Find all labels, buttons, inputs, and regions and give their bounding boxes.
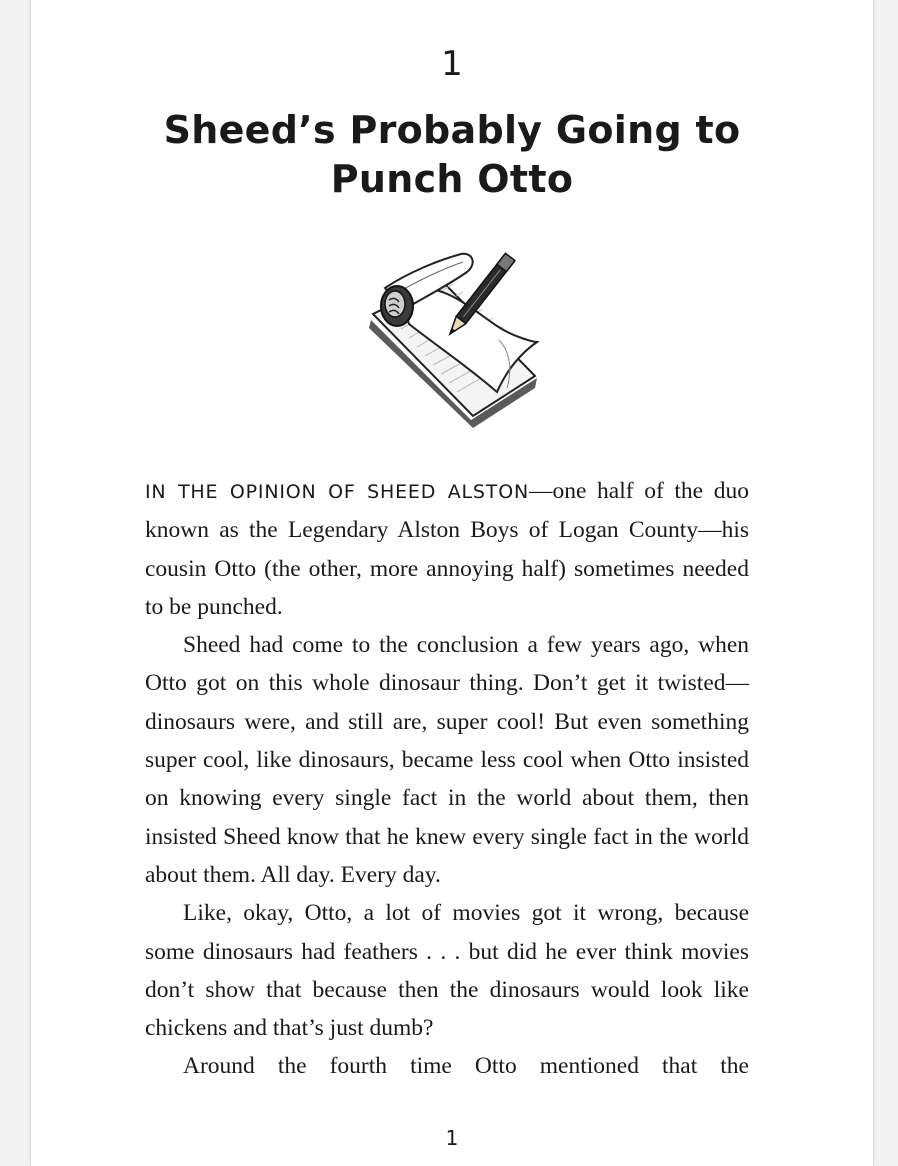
paragraph-2: Sheed had come to the conclusion a few years ago, when Otto got on this whole dinosaur thing. Don’t get it twisted—dinosaurs were, and still are, super cool! But even something super cool, like dinosaurs, became less cool when Otto insisted on knowing every single fact in the world about them, then insisted Sheed know that he knew every single fact in the world about them. All day. Every day. [145, 632, 749, 888]
book-page [30, 0, 874, 1166]
page-number: 1 [445, 1126, 459, 1150]
chapter-number: 1 [441, 44, 463, 84]
chapter-title-line-1: Sheed’s Probably Going to [163, 108, 741, 152]
chapter-title [31, 106, 873, 204]
paragraph-1-text: —one half of the duo known as the Legendary Alston Boys of Logan County—his cousin Otto (the other, more annoying half) sometimes needed to be punched. [145, 478, 749, 620]
paragraph-4: Around the fourth time Otto mentioned that the [183, 1053, 749, 1080]
notepad-with-pencil-icon [349, 250, 539, 432]
paragraph-1 [145, 472, 749, 626]
chapter-title-line-2: Punch Otto [330, 157, 574, 201]
chapter-body [145, 472, 749, 1086]
paragraph-3: Like, okay, Otto, a lot of movies got it wrong, because some dinosaurs had feathers . . . but did he ever think movies don’t show that because then the dinosaurs would look like chickens and that’s just dumb? [145, 900, 749, 1042]
lead-in-text: IN THE OPINION OF SHEED ALSTON [145, 481, 529, 503]
